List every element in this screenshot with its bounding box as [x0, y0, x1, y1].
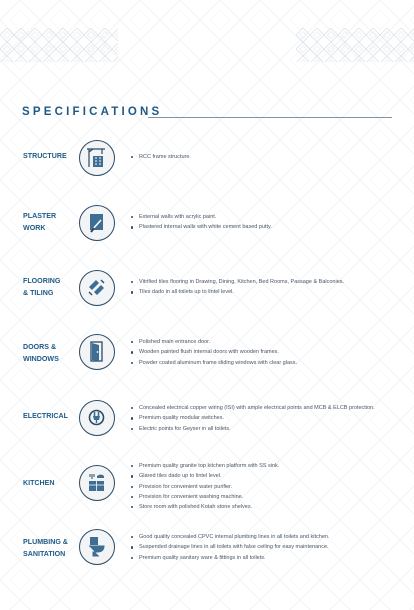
- specifications-heading: [22, 106, 392, 124]
- list-item: Provision for convenient washing machine.: [131, 492, 401, 502]
- spec-items: [131, 277, 401, 298]
- decorative-band-right: [296, 28, 414, 62]
- spec-label: KITCHEN: [23, 479, 55, 487]
- plaster-trowel-icon: [79, 205, 115, 241]
- spec-items: [131, 532, 401, 563]
- list-item: Powder coated aluminum frame sliding windows with clear glass.: [131, 358, 401, 368]
- floor-tiles-icon: [79, 270, 115, 306]
- list-item: Glared tiles dado up to lintel level.: [131, 471, 401, 481]
- spec-items: [131, 212, 401, 233]
- list-item: Wooden painted flush internal doors with wooden frames.: [131, 347, 401, 357]
- spec-items: [131, 403, 401, 434]
- page-title: SPECIFICATIONS: [22, 106, 163, 118]
- decorative-band-left: [0, 28, 118, 62]
- toilet-icon: [79, 529, 115, 565]
- list-item: Good quality concealed CPVC internal plumbing lines in all toilets and kitchen.: [131, 532, 401, 542]
- spec-label: PLASTER WORK: [23, 212, 57, 232]
- list-item: Electric points for Geyser in all toilets.: [131, 424, 401, 434]
- list-item: Store room with polished Kotah stone shelves.: [131, 502, 401, 512]
- spec-label: ELECTRICAL: [23, 412, 68, 420]
- spec-items: [131, 337, 401, 368]
- spec-label: STRUCTURE: [23, 152, 67, 160]
- spec-items: [131, 152, 401, 162]
- spec-label: PLUMBING & SANITATION: [23, 538, 68, 558]
- list-item: Premium quality sanitary ware & fittings in all toilets.: [131, 553, 401, 563]
- crane-building-icon: [79, 140, 115, 176]
- list-item: RCC frame structure.: [131, 152, 401, 162]
- heading-rule: [148, 117, 392, 118]
- list-item: Polished main entrance door.: [131, 337, 401, 347]
- list-item: Premium quality granite top kitchen platform with SS sink.: [131, 461, 401, 471]
- kitchen-icon: [79, 465, 115, 501]
- spec-items: [131, 461, 401, 512]
- list-item: Provision for convenient water purifier.: [131, 482, 401, 492]
- list-item: Premium quality modular switches.: [131, 413, 401, 423]
- list-item: Vitrified tiles flooring in Drawing, Dining, Kitchen, Bed Rooms, Passage & Balconies.: [131, 277, 401, 287]
- list-item: Concealed electrical copper wiring (ISI) with ample electrical points and MCB & ELCB protection.: [131, 403, 401, 413]
- list-item: Plastered internal walls with white cement based putty.: [131, 222, 401, 232]
- spec-label: FLOORING & TILING: [23, 277, 61, 297]
- power-plug-icon: [79, 400, 115, 436]
- list-item: External walls with acrylic paint.: [131, 212, 401, 222]
- list-item: Suspended drainage lines in all toilets with false ceiling for easy maintenance.: [131, 542, 401, 552]
- list-item: Tiles dado in all toilets up to lintel level.: [131, 287, 401, 297]
- spec-label: DOORS & WINDOWS: [23, 343, 59, 363]
- door-icon: [79, 334, 115, 370]
